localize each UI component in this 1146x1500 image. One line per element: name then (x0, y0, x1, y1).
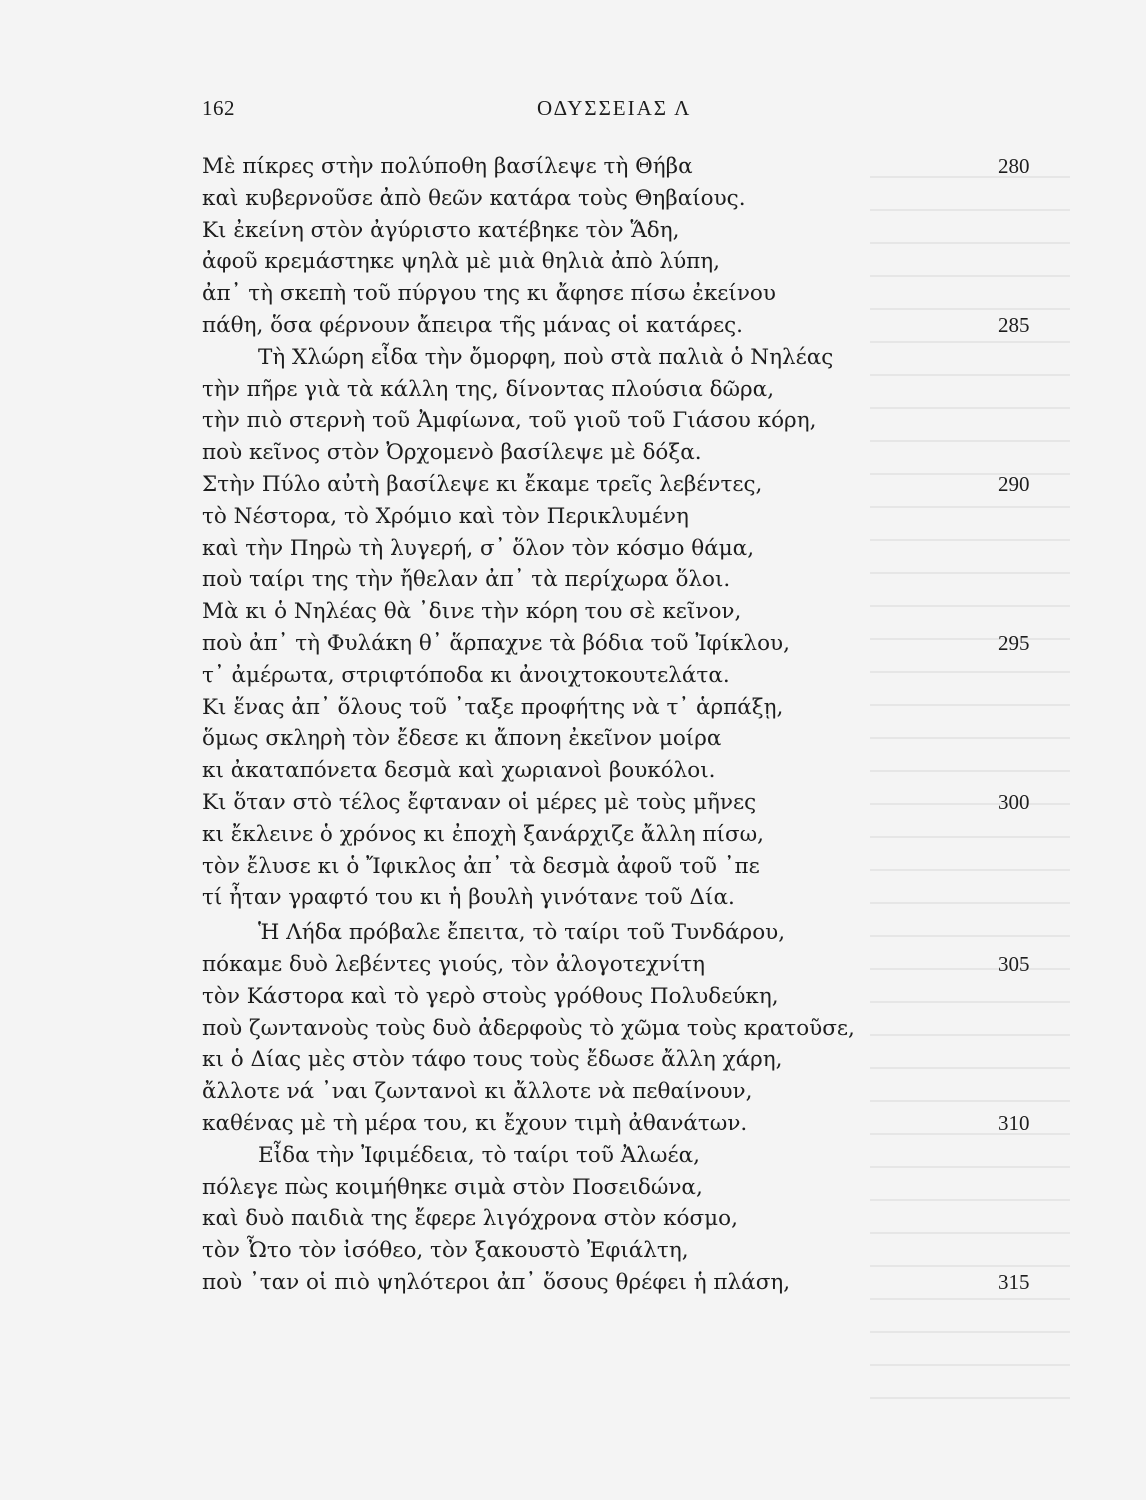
verse-text: ἄλλοτε νά ᾽ναι ζωντανοὶ κι ἄλλοτε νὰ πεθαίνουν, (202, 1079, 753, 1105)
verse-text: καθένας μὲ τὴ μέρα του, κι ἔχουν τιμὴ ἀθανάτων. (202, 1111, 748, 1136)
verse-text: Μὰ κι ὁ Νηλέας θὰ ᾽δινε τὴν κόρη του σὲ κεῖνον, (202, 599, 742, 625)
verse-text: ποὺ ᾽ταν οἱ πιὸ ψηλότεροι ἀπ᾽ ὅσους θρέφει ἡ πλάση, (202, 1270, 791, 1295)
line-number: 280 (998, 154, 1030, 178)
verse-line (0, 214, 1146, 247)
verse-line (0, 1234, 1146, 1267)
verse-text: κι ἔκλεινε ὁ χρόνος κι ἐποχὴ ξανάρχιζε ἄλλη πίσω, (202, 821, 765, 847)
verse-line (0, 1266, 1146, 1299)
verse-text: Ἡ Λήδα πρόβαλε ἔπειτα, τὸ ταίρι τοῦ Τυνδάρου, (258, 920, 786, 946)
verse-text: Μὲ πίκρες στὴν πολύποθη βασίλεψε τὴ Θήβα (202, 154, 693, 179)
verse-line (0, 980, 1146, 1013)
verse-text: Κι ἐκείνη στὸν ἀγύριστο κατέβηκε τὸν Ἅδη, (202, 217, 680, 243)
verse-line (0, 754, 1146, 787)
verse-line (0, 277, 1146, 310)
verse-text: κι ὁ Δίας μὲς στὸν τάφο τους τοὺς ἔδωσε ἄλλη χάρη, (202, 1047, 783, 1073)
verse-text: Κι ἕνας ἀπ᾽ ὅλους τοῦ ᾽ταξε προφήτης νὰ τ᾽ ἁρπάξῃ, (202, 694, 784, 720)
page-header (202, 96, 1062, 126)
verse-line (0, 691, 1146, 724)
verse-text: τὸν ἔλυσε κι ὁ Ἴφικλος ἀπ᾽ τὰ δεσμὰ ἀφοῦ τοῦ ᾽πε (202, 853, 760, 879)
page-number: 162 (202, 96, 235, 120)
verse-text: ποὺ ταίρι της τὴν ἤθελαν ἀπ᾽ τὰ περίχωρα ὅλοι. (202, 567, 731, 593)
verse-line (0, 659, 1146, 692)
verse-line (0, 948, 1146, 981)
verse-text: ἀπ᾽ τὴ σκεπὴ τοῦ πύργου της κι ἄφησε πίσω ἐκείνου (202, 281, 776, 307)
verse-line (0, 309, 1146, 342)
line-number: 315 (998, 1270, 1030, 1294)
line-number: 290 (998, 472, 1030, 496)
line-number: 310 (998, 1111, 1030, 1135)
verse-line (0, 436, 1146, 469)
verse-line (0, 532, 1146, 565)
verse-line (0, 182, 1146, 215)
verse-line (0, 404, 1146, 437)
line-number: 305 (998, 952, 1030, 976)
verse-text: Κι ὅταν στὸ τέλος ἔφταναν οἱ μέρες μὲ τοὺς μῆνες (202, 790, 757, 815)
verse-line (0, 373, 1146, 406)
verse-line (0, 722, 1146, 755)
verse-line (0, 1107, 1146, 1140)
verse-line (0, 850, 1146, 883)
verse-line (0, 341, 1146, 374)
verse-text: τὸ Νέστορα, τὸ Χρόμιο καὶ τὸν Περικλυμένη (202, 503, 689, 529)
verse-text: τί ἦταν γραφτό του κι ἡ βουλὴ γινότανε τοῦ Δία. (202, 885, 735, 911)
verse-line (0, 818, 1146, 851)
verse-line (0, 786, 1146, 819)
verse-text: τὸν Κάστορα καὶ τὸ γερὸ στοὺς γρόθους Πολυδεύκη, (202, 983, 779, 1009)
verse-text: Τὴ Χλώρη εἶδα τὴν ὄμορφη, ποὺ στὰ παλιὰ ὁ Νηλέας (258, 344, 834, 370)
verse-text: τὴν πῆρε γιὰ τὰ κάλλη της, δίνοντας πλούσια δῶρα, (202, 376, 775, 402)
verse-line (0, 563, 1146, 596)
verse-text: ἀφοῦ κρεμάστηκε ψηλὰ μὲ μιὰ θηλιὰ ἀπὸ λύπη, (202, 249, 721, 275)
verse-text: πόλεγε πὼς κοιμήθηκε σιμὰ στὸν Ποσειδώνα, (202, 1174, 703, 1200)
verse-text: πόκαμε δυὸ λεβέντες γιούς, τὸν ἀλογοτεχνίτη (202, 952, 706, 977)
verse-line (0, 1202, 1146, 1235)
verse-line (0, 627, 1146, 660)
verse-line (0, 595, 1146, 628)
verse-line (0, 1075, 1146, 1108)
verse-text: ποὺ ἀπ᾽ τὴ Φυλάκη θ᾽ ἅρπαχνε τὰ βόδια τοῦ Ἰφίκλου, (202, 631, 790, 656)
verse-line (0, 245, 1146, 278)
verse-text: καὶ τὴν Πηρὼ τὴ λυγερή, σ᾽ ὅλον τὸν κόσμο θάμα, (202, 535, 755, 561)
verse-text: καὶ κυβερνοῦσε ἀπὸ θεῶν κατάρα τοὺς Θηβαίους. (202, 185, 746, 211)
verse-text: ὅμως σκληρὴ τὸν ἔδεσε κι ἄπονη ἐκεῖνον μοίρα (202, 726, 722, 752)
verse-text: Εἶδα τὴν Ἰφιμέδεια, τὸ ταίρι τοῦ Ἀλωέα, (258, 1142, 700, 1168)
line-number: 300 (998, 790, 1030, 814)
verse-text: ποὺ ζωντανοὺς τοὺς δυὸ ἀδερφοὺς τὸ χῶμα τοὺς κρατοῦσε, (202, 1015, 855, 1041)
verse-line (0, 916, 1146, 949)
verse-line (0, 881, 1146, 914)
verse-line (0, 150, 1146, 183)
verse-line (0, 1012, 1146, 1045)
verse-line (0, 1171, 1146, 1204)
verse-line (0, 500, 1146, 533)
line-number: 285 (998, 313, 1030, 337)
verse-line (0, 468, 1146, 501)
verse-text: τὴν πιὸ στερνὴ τοῦ Ἀμφίωνα, τοῦ γιοῦ τοῦ Γιάσου κόρη, (202, 408, 817, 434)
running-title: ΟΔΥΣΣΕΙΑΣ Λ (537, 96, 692, 120)
verse-text: Στὴν Πύλο αὐτὴ βασίλεψε κι ἔκαμε τρεῖς λεβέντες, (202, 472, 763, 497)
verse-text: τ᾽ ἀμέρωτα, στριφτόποδα κι ἀνοιχτοκουτελάτα. (202, 662, 730, 688)
verse-text: κι ἀκαταπόνετα δεσμὰ καὶ χωριανοὶ βουκόλοι. (202, 758, 716, 784)
verse-text: τὸν Ὦτο τὸν ἰσόθεο, τὸν ξακουστὸ Ἐφιάλτη, (202, 1238, 689, 1264)
verse-line (0, 1139, 1146, 1172)
line-number: 295 (998, 631, 1030, 655)
verse-text: ποὺ κεῖνος στὸν Ὀρχομενὸ βασίλεψε μὲ δόξα. (202, 440, 702, 466)
verse-line (0, 1043, 1146, 1076)
verse-text: πάθη, ὅσα φέρνουν ἄπειρα τῆς μάνας οἱ κατάρες. (202, 313, 743, 338)
verse-text: καὶ δυὸ παιδιὰ της ἔφερε λιγόχρονα στὸν κόσμο, (202, 1206, 738, 1232)
